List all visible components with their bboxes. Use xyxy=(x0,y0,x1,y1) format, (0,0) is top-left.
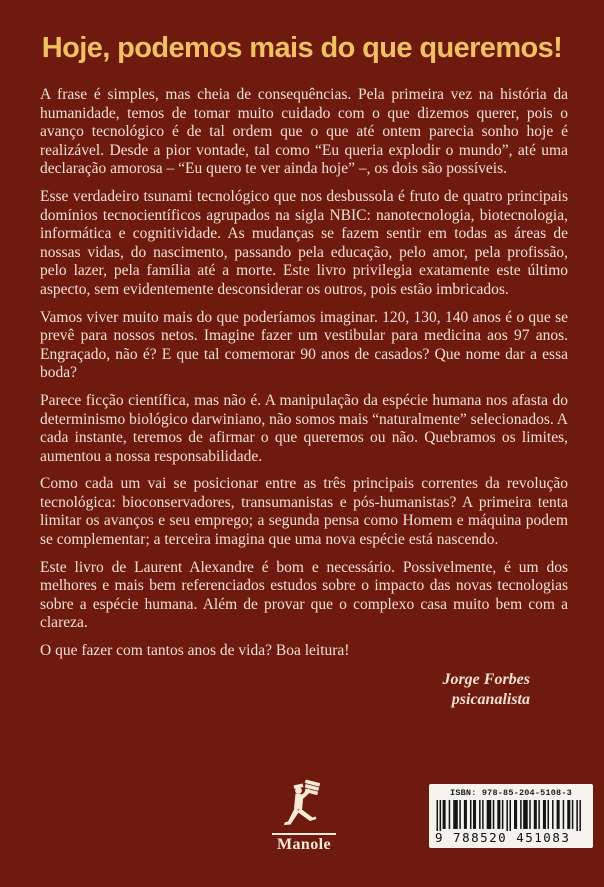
signature-block xyxy=(40,670,568,710)
cover-paragraph: A frase é simples, mas cheia de consequências. Pela primeira vez na história da humanidade, temos de tomar muito cuidado com o que dizemos querer, pois o avanço tecnológico é de tal ordem que o que até ontem parecia sonho hoje é realizável. Desde a pior vontade, tal como “Eu queria explodir o mundo”, até uma declaração amorosa – “Eu quero te ver ainda hoje” –, os dois são possíveis. xyxy=(40,86,568,178)
publisher-name: Manole xyxy=(277,836,331,853)
logo-rule xyxy=(272,833,336,835)
isbn-label: ISBN: 978-85-204-5108-3 xyxy=(450,788,572,798)
signature-name: Jorge Forbes xyxy=(442,670,530,688)
cover-text-block xyxy=(40,86,568,710)
barcode-bars-icon xyxy=(435,800,587,831)
signature-role: psicanalista xyxy=(451,690,530,708)
cover-paragraph: Esse verdadeiro tsunami tecnológico que nos desbussola é fruto de quatro principais domínios tecnocientíficos agrupados na sigla NBIC: nanotecnologia, biotecnologia, informática e cognitividade. As mudanças se fazem sentir em todas as áreas de nossas vidas, do nascimento, passando pela educação, pelo amor, pela profissão, pelo lazer, pela família até a morte. Este livro privilegia exatamente este último aspecto, sem evidentemente desconsiderar os outros, pois estão imbricados. xyxy=(40,187,568,298)
cover-paragraph: O que fazer com tantos anos de vida? Boa leitura! xyxy=(40,642,350,660)
cover-headline: Hoje, podemos mais do que queremos! xyxy=(41,32,563,64)
ean-number: 9 788520 451083 xyxy=(435,830,571,845)
cover-paragraph: Parece ficção científica, mas não é. A manipulação da espécie humana nos afasta do determinismo biológico darwiniano, não somos mais “naturalmente” selecionados. A cada instante, teremos de afirmar o que queremos ou não. Quebramos os limites, aumentou a nossa responsabilidade. xyxy=(40,391,568,465)
cover-paragraph: Como cada um vai se posicionar entre as três principais correntes da revolução tecnológica: bioconservadores, transumanistas e pós-humanistas? A primeira tenta limitar os avanços e seu emprego; a segunda pensa como Homem e máquina podem se complementar; a terceira imagina que uma nova espécie está nascendo. xyxy=(40,475,568,549)
cover-paragraph: Vamos viver muito mais do que poderíamos imaginar. 120, 130, 140 anos é o que se prevê para nossos netos. Imagine fazer um vestibular para medicina aos 97 anos. Engraçado, não é? E que tal comemorar 90 anos de casados? Que nome dar a essa boda? xyxy=(40,308,568,382)
publisher-logo xyxy=(270,779,338,854)
walking-man-with-books-icon xyxy=(270,779,338,831)
cover-paragraph: Este livro de Laurent Alexandre é bom e necessário. Possivelmente, é um dos melhores e mais bem referenciados estudos sobre o impacto das novas tecnologias sobre a espécie humana. Além de provar que o complexo casa muito bem com a clareza. xyxy=(40,558,568,632)
barcode xyxy=(429,784,593,848)
